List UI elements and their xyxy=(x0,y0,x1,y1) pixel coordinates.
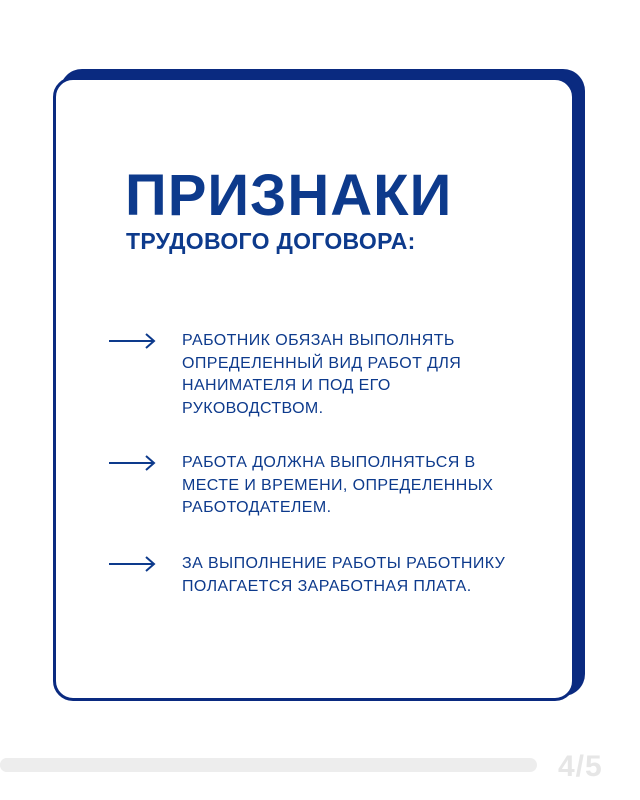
arrow-right-icon xyxy=(108,454,156,472)
slide-subtitle: ТРУДОВОГО ДОГОВОРА: xyxy=(126,228,416,254)
arrow-right-icon xyxy=(108,555,156,573)
list-item-text: РАБОТНИК ОБЯЗАН ВЫПОЛНЯТЬ ОПРЕДЕЛЕННЫЙ ВИД РАБОТ ДЛЯ НАНИМАТЕЛЯ И ПОД ЕГО РУКОВОДСТВОМ. xyxy=(182,332,462,417)
page-indicator: 4/5 xyxy=(558,750,603,783)
list-item-text: РАБОТА ДОЛЖНА ВЫПОЛНЯТЬСЯ В МЕСТЕ И ВРЕМЕНИ, ОПРЕДЕЛЕННЫХ РАБОТОДАТЕЛЕМ. xyxy=(182,454,494,516)
progress-bar xyxy=(0,758,537,772)
progress-fill xyxy=(0,758,430,772)
slide-title: ПРИЗНАКИ xyxy=(125,163,453,228)
list-item-text: ЗА ВЫПОЛНЕНИЕ РАБОТЫ РАБОТНИКУ ПОЛАГАЕТСЯ ЗАРАБОТНАЯ ПЛАТА. xyxy=(182,555,506,595)
arrow-right-icon xyxy=(108,332,156,350)
